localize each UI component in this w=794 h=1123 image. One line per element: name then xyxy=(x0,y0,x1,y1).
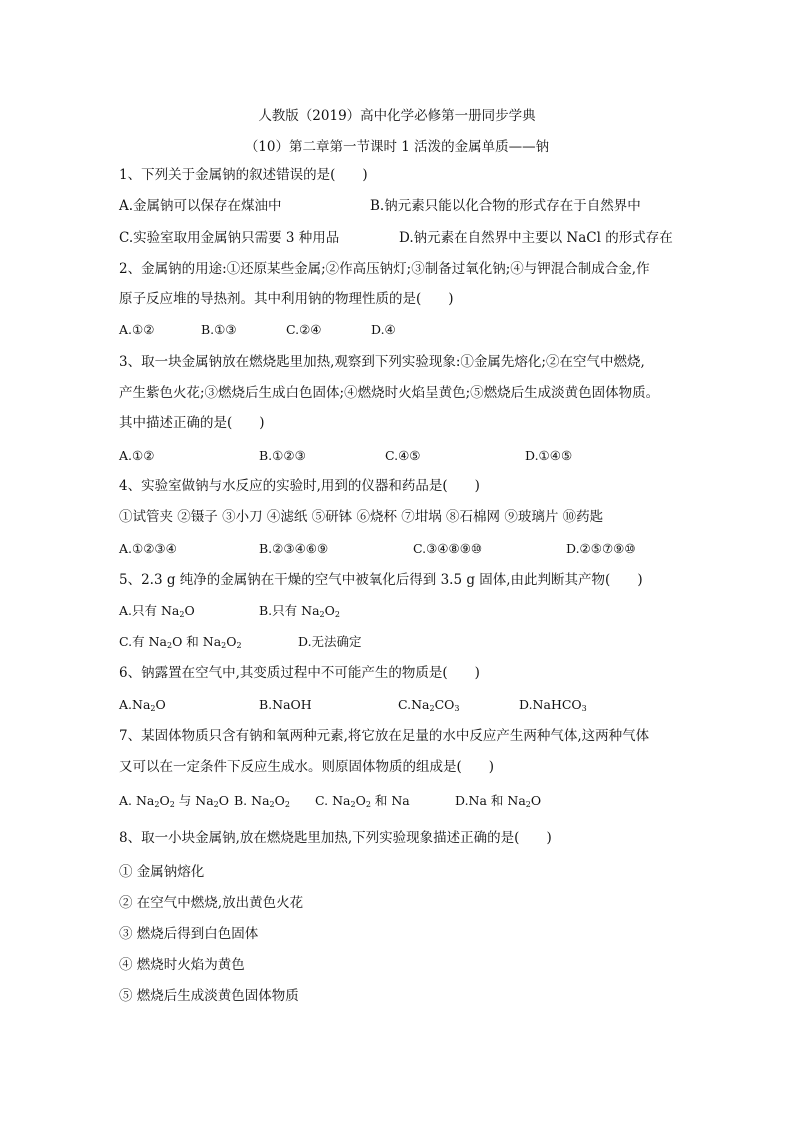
question-6-option-b: B.NaOH xyxy=(259,697,312,712)
question-3-option-c: C.④⑤ xyxy=(385,448,421,463)
question-4-stem-line-1: 4、实验室做钠与水反应的实验时,用到的仪器和药品是( ) xyxy=(119,478,480,494)
question-1-option-d: D.钠元素在自然界中主要以 NaCl 的形式存在 xyxy=(399,230,673,246)
question-4-option-d: D.②⑤⑦⑨⑩ xyxy=(566,541,636,556)
question-5-option-a: A.只有 $Na_2O$ xyxy=(119,603,195,619)
question-3-option-a: A.①② xyxy=(119,448,155,463)
question-2-option-b: B.①③ xyxy=(201,322,237,337)
question-7-option-a: A. $Na_2O_2$ 与 $Na_2O$ xyxy=(119,793,229,809)
question-3-stem-line-2: 产生紫色火花;③燃烧后生成白色固体;④燃烧时火焰呈黄色;⑤燃烧后生成淡黄色固体物质。 xyxy=(119,385,660,401)
question-8-item-3: ③ 燃烧后得到白色固体 xyxy=(119,926,259,942)
question-7-option-b: B. $Na_2O_2$ xyxy=(234,793,290,809)
document-title: 人教版（2019）高中化学必修第一册同步学典 xyxy=(258,108,536,124)
question-2-option-c: C.②④ xyxy=(286,322,322,337)
question-4-option-c: C.③④⑧⑨⑩ xyxy=(413,541,483,556)
document-subtitle: （10）第二章第一节课时 1 活泼的金属单质——钠 xyxy=(244,139,550,155)
question-3-stem-line-3: 其中描述正确的是( ) xyxy=(119,415,265,431)
question-1-option-a: A.金属钠可以保存在煤油中 xyxy=(119,198,282,214)
question-4-stem-line-2: ①试管夹 ②镊子 ③小刀 ④滤纸 ⑤研钵 ⑥烧杯 ⑦坩埚 ⑧石棉网 ⑨玻璃片 ⑩药匙 xyxy=(119,509,604,525)
question-4-option-a: A.①②③④ xyxy=(119,541,177,556)
question-6-option-c: $C.Na_2CO_3$ xyxy=(398,697,460,713)
question-1-option-c: C.实验室取用金属钠只需要 3 种用品 xyxy=(119,230,340,246)
question-2-stem-line-1: 2、金属钠的用途:①还原某些金属;②作高压钠灯;③制备过氧化钠;④与钾混合制成合金,作 xyxy=(119,261,650,277)
question-7-option-c: C. $Na_2O_2$ 和 Na xyxy=(315,793,410,809)
question-8-item-1: ① 金属钠熔化 xyxy=(119,864,205,880)
question-8-item-2: ② 在空气中燃烧,放出黄色火花 xyxy=(119,895,304,911)
question-6-stem: 6、钠露置在空气中,其变质过程中不可能产生的物质是( ) xyxy=(119,665,480,681)
question-6-option-d: D.NaHCO$_3$ xyxy=(519,697,587,713)
question-5-stem: 5、2.3 g 纯净的金属钠在干燥的空气中被氧化后得到 3.5 g 固体,由此判断其产物( ) xyxy=(119,572,643,588)
question-8-item-5: ⑤ 燃烧后生成淡黄色固体物质 xyxy=(119,988,299,1004)
question-2-option-d: D.④ xyxy=(371,322,396,337)
question-8-stem: 8、取一小块金属钠,放在燃烧匙里加热,下列实验现象描述正确的是( ) xyxy=(119,830,552,846)
question-3-stem-line-1: 3、取一块金属钠放在燃烧匙里加热,观察到下列实验现象:①金属先熔化;②在空气中燃烧, xyxy=(119,354,645,370)
question-7-stem-line-2: 又可以在一定条件下反应生成水。则原固体物质的组成是( ) xyxy=(119,759,495,775)
question-1-stem: 1、下列关于金属钠的叙述错误的是( ) xyxy=(119,167,368,183)
question-7-stem-line-1: 7、某固体物质只含有钠和氧两种元素,将它放在足量的水中反应产生两种气体,这两种气体 xyxy=(119,728,650,744)
question-5-option-d: D.无法确定 xyxy=(298,634,362,649)
question-2-stem-line-2: 原子反应堆的导热剂。其中利用钠的物理性质的是( ) xyxy=(119,291,454,307)
question-6-option-a: $A.Na_2O$ xyxy=(119,697,166,713)
question-8-item-4: ④ 燃烧时火焰为黄色 xyxy=(119,957,245,973)
question-4-option-b: B.②③④⑥⑨ xyxy=(259,541,329,556)
question-3-option-b: B.①②③ xyxy=(259,448,306,463)
question-2-option-a: A.①② xyxy=(119,322,155,337)
question-5-option-c: C.有 $Na_2O$ 和 $Na_2O_2$ xyxy=(119,634,242,650)
question-3-option-d: D.①④⑤ xyxy=(525,448,573,463)
question-1-option-b: B.钠元素只能以化合物的形式存在于自然界中 xyxy=(370,198,641,214)
question-7-option-d: D.Na 和 $Na_2O$ xyxy=(455,793,542,809)
question-5-option-b: B.只有 $Na_2O_2$ xyxy=(259,603,340,619)
